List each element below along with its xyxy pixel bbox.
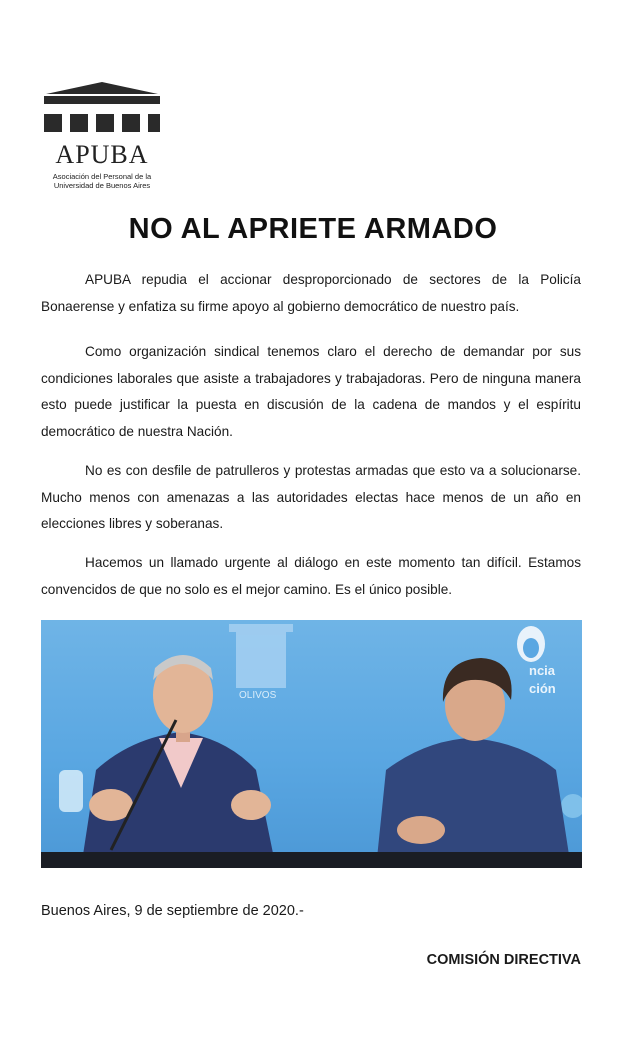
paragraph-3: No es con desfile de patrulleros y protestas armadas que esto va a solucionarse. Mucho menos con amenazas a las autoridades electas hace menos de un año en elecciones libres y soberanas.	[41, 463, 581, 531]
apuba-logo	[40, 80, 170, 190]
logo-subtitle	[40, 172, 164, 190]
logo-subtitle-line-1: Asociación del Personal de la	[52, 172, 152, 181]
logo-subtitle-line-2: Universidad de Buenos Aires	[53, 181, 151, 190]
paragraph-1: APUBA repudia el accionar desproporcionado de sectores de la Policía Bonaerense y enfatiza su firme apoyo al gobierno democrático de nuestro país.	[41, 272, 581, 314]
backdrop-text-2: ción	[529, 681, 556, 696]
signature: COMISIÓN DIRECTIVA	[426, 952, 581, 968]
backdrop-text-1: ncia	[529, 663, 556, 678]
backdrop-text-olivos: OLIVOS	[239, 690, 277, 701]
logo-wordmark: APUBA	[55, 140, 149, 169]
press-conference-photo	[41, 620, 582, 868]
photo-illustration	[41, 620, 582, 868]
page-title: NO AL APRIETE ARMADO	[128, 213, 498, 245]
paragraph-4: Hacemos un llamado urgente al diálogo en este momento tan difícil. Estamos convencidos de que no solo es el mejor camino. Es el único posible.	[41, 555, 581, 597]
paragraph-2: Como organización sindical tenemos claro el derecho de demandar por sus condiciones laborales que asiste a trabajadores y trabajadoras. Pero de ninguna manera esto puede justificar la puesta en discusión de la cadena de mandos y el espíritu democrático de nuestra Nación.	[41, 344, 581, 439]
date-line: Buenos Aires, 9 de septiembre de 2020.-	[41, 903, 304, 919]
building-emblem-icon	[40, 80, 164, 142]
